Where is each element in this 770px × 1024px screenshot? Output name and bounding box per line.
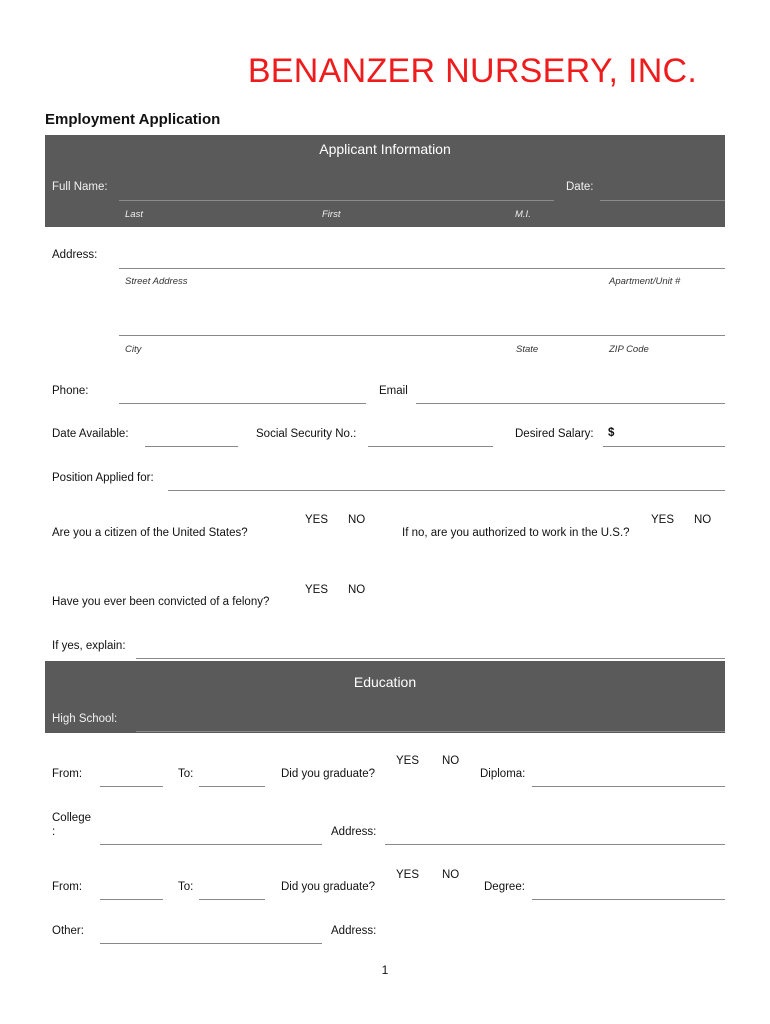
- document-title: Employment Application: [45, 111, 221, 128]
- state-caption: State: [516, 344, 539, 355]
- authorized-no-option[interactable]: NO: [694, 514, 712, 526]
- explain-field[interactable]: [136, 658, 725, 659]
- education-band: [45, 661, 725, 733]
- hs-to-label: To:: [178, 768, 194, 780]
- citizen-question: Are you a citizen of the United States?: [52, 527, 248, 539]
- degree-field[interactable]: [532, 899, 725, 900]
- citizen-yes-option[interactable]: YES: [305, 514, 329, 526]
- college-from-label: From:: [52, 881, 83, 893]
- page-number: 1: [381, 963, 389, 977]
- high-school-label: High School:: [52, 713, 118, 725]
- salary-dollar-sign: $: [608, 427, 615, 439]
- authorized-question: If no, are you authorized to work in the U.S.?: [402, 527, 630, 539]
- hs-from-field[interactable]: [100, 786, 163, 787]
- first-name-caption: First: [322, 209, 341, 220]
- street-address-caption: Street Address: [125, 276, 188, 287]
- middle-initial-caption: M.I.: [515, 209, 531, 220]
- ssn-field[interactable]: [368, 446, 493, 447]
- applicant-info-title: Applicant Information: [319, 141, 451, 157]
- date-available-field[interactable]: [145, 446, 238, 447]
- ssn-label: Social Security No.:: [256, 428, 357, 440]
- phone-label: Phone:: [52, 385, 89, 397]
- phone-field[interactable]: [119, 403, 366, 404]
- full-name-field[interactable]: [119, 200, 554, 201]
- college-graduate-yes-option[interactable]: YES: [396, 869, 420, 881]
- date-label: Date:: [566, 181, 594, 193]
- college-to-label: To:: [178, 881, 194, 893]
- apartment-caption: Apartment/Unit #: [609, 276, 681, 287]
- desired-salary-field[interactable]: [603, 446, 725, 447]
- citizen-no-option[interactable]: NO: [348, 514, 366, 526]
- diploma-field[interactable]: [532, 786, 725, 787]
- diploma-label: Diploma:: [480, 768, 526, 780]
- position-label: Position Applied for:: [52, 472, 154, 484]
- college-graduate-question: Did you graduate?: [281, 881, 375, 893]
- address-label: Address:: [52, 249, 98, 261]
- high-school-field[interactable]: [136, 731, 725, 732]
- college-address-label: Address:: [331, 826, 377, 838]
- hs-graduate-no-option[interactable]: NO: [442, 755, 460, 767]
- other-address-label: Address:: [331, 925, 377, 937]
- college-to-field[interactable]: [199, 899, 265, 900]
- hs-graduate-question: Did you graduate?: [281, 768, 375, 780]
- company-name: BENANZER NURSERY, INC.: [247, 52, 698, 90]
- last-name-caption: Last: [125, 209, 143, 220]
- zip-caption: ZIP Code: [609, 344, 649, 355]
- other-label: Other:: [52, 925, 84, 937]
- email-label: Email: [379, 385, 408, 397]
- hs-to-field[interactable]: [199, 786, 265, 787]
- authorized-yes-option[interactable]: YES: [651, 514, 675, 526]
- college-graduate-no-option[interactable]: NO: [442, 869, 460, 881]
- college-name-field[interactable]: [100, 844, 322, 845]
- college-from-field[interactable]: [100, 899, 163, 900]
- hs-from-label: From:: [52, 768, 83, 780]
- position-field[interactable]: [168, 490, 725, 491]
- hs-graduate-yes-option[interactable]: YES: [396, 755, 420, 767]
- other-name-field[interactable]: [100, 943, 322, 944]
- street-address-field[interactable]: [119, 268, 725, 269]
- felony-question: Have you ever been convicted of a felony?: [52, 596, 270, 608]
- city-state-zip-field[interactable]: [119, 335, 725, 336]
- education-title: Education: [353, 674, 417, 690]
- college-label: College: [52, 812, 91, 824]
- college-colon: :: [52, 826, 56, 838]
- date-field[interactable]: [600, 200, 725, 201]
- felony-yes-option[interactable]: YES: [305, 584, 329, 596]
- desired-salary-label: Desired Salary:: [515, 428, 594, 440]
- explain-label: If yes, explain:: [52, 640, 126, 652]
- felony-no-option[interactable]: NO: [348, 584, 366, 596]
- full-name-label: Full Name:: [52, 181, 108, 193]
- city-caption: City: [125, 344, 142, 355]
- email-field[interactable]: [416, 403, 725, 404]
- college-address-field[interactable]: [385, 844, 725, 845]
- date-available-label: Date Available:: [52, 428, 129, 440]
- degree-label: Degree:: [484, 881, 525, 893]
